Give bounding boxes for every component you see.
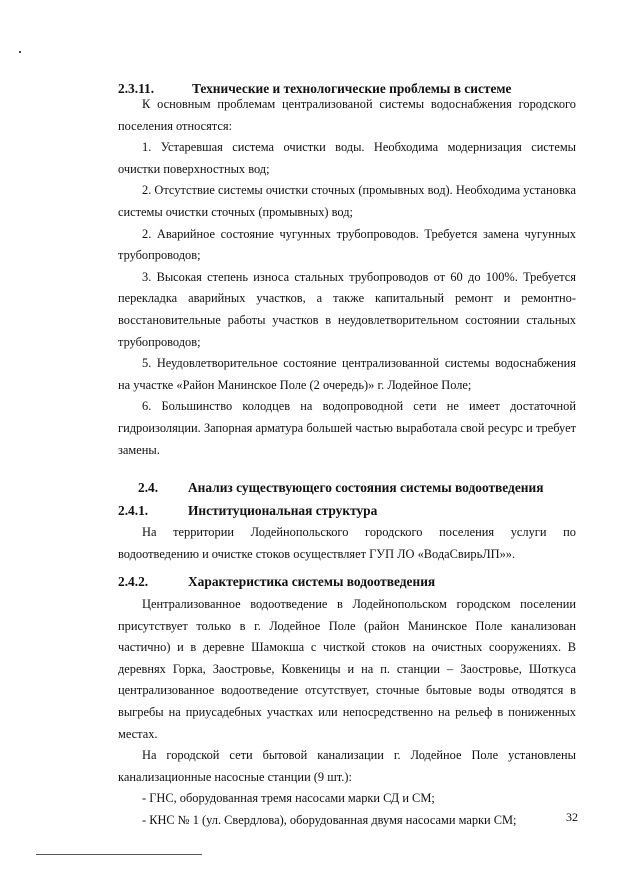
section-heading-2-4-1 [118,503,578,521]
drainage-paragraph-1: Централизованное водоотведение в Лодейнопольском городском поселении присутствует только в г. Лодейное Поле (район Манинское Поле канализован частично) и в деревне Шамокша с чисткой стоков на очистных сооружениях. В деревнях Горка, Заостровье, Ковкеницы и на п. станции – Заостровье, Шоткуса централизованное водоотведение отсутствует, сточные бытовые воды отводятся в выгребы на приусадебных участках или непосредственно на рельеф в пониженных местах. [118,597,576,741]
section-number: 2.4. [138,480,159,495]
page-number: 32 [566,810,578,824]
section-number: 2.3.11. [118,81,155,96]
section-body-2-3-11 [118,94,576,461]
problem-item-4: 3. Высокая степень износа стальных трубопроводов от 60 до 100%. Требуется перекладка аварийных участков, а также капитальный ремонт и ремонтно-восстановительные работы участков в неудовлетворительном состоянии стальных трубопроводов; [118,269,576,349]
section-title: Анализ существующего состояния системы водоотведения [188,480,544,495]
pump-station-item-2: - КНС № 1 (ул. Свердлова), оборудованная двумя насосами марки СМ; [142,812,517,827]
problem-item-2: 2. Отсутствие системы очистки сточных (промывных вод). Необходима установка системы очистки сточных (промывных) вод; [118,183,576,219]
drainage-paragraph-2: На городской сети бытовой канализации г. Лодейное Поле установлены канализационные насосные станции (9 шт.): [118,748,576,784]
pump-station-item-1: - ГНС, оборудованная тремя насосами марки СД и СМ; [142,791,435,806]
section-body-2-4-1 [118,522,576,565]
section-body-2-4-2 [118,594,576,832]
section-heading-2-4 [138,480,578,498]
problem-item-3: 2. Аварийное состояние чугунных трубопроводов. Требуется замена чугунных трубопроводов; [118,226,576,263]
problem-item-5: 5. Неудовлетворительное состояние централизованной системы водоснабжения на участке «Район Манинское Поле (2 очередь)» г. Лодейное Поле; [118,356,576,392]
section-title: Технические и технологические проблемы в системе [192,81,512,96]
scan-mark [19,51,21,53]
section-number: 2.4.2. [118,574,149,589]
problem-item-6: 6. Большинство колодцев на водопроводной сети не имеет достаточной гидроизоляции. Запорная арматура большей частью выработала свой ресурс и требует замены. [118,399,576,457]
section-title: Характеристика системы водоотведения [188,574,436,589]
section-heading-2-4-2 [118,574,578,592]
section-title: Институциональная структура [188,503,378,518]
footer-rule [36,854,202,855]
section-number: 2.4.1. [118,503,149,518]
intro-paragraph: К основным проблемам централизованой системы водоснабжения городского поселения относятся: [118,97,576,133]
institutional-paragraph: На территории Лодейнопольского городского поселения услуги по водоотведению и очистке стоков осуществляет ГУП ЛО «ВодаСвирьЛП»». [118,525,576,561]
problem-item-1: 1. Устаревшая система очистки воды. Необходима модернизация системы очистки поверхностных вод; [118,140,576,176]
